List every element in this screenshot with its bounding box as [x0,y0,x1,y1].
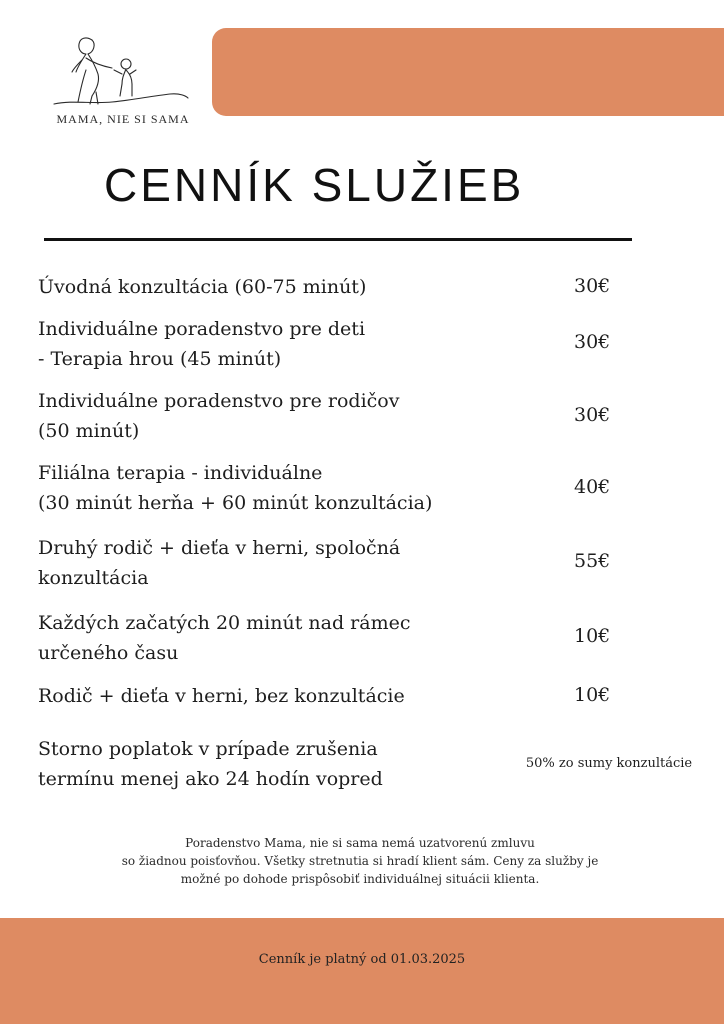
service-label: Každých začatých 20 minút nad rámec určeného času [38,612,411,664]
page-title: CENNÍK SLUŽIEB [104,159,525,211]
service-label: Storno poplatok v prípade zrušenia termínu menej ako 24 hodín vopred [38,738,383,790]
service-label: Druhý rodič + dieťa v herni, spoločná konzultácia [38,537,401,589]
service-label: Individuálne poradenstvo pre rodičov (50 minút) [38,390,400,442]
mother-child-logo-icon [52,30,192,112]
service-price: 30€ [574,404,611,426]
service-price: 10€ [574,684,611,706]
note-line: Poradenstvo Mama, nie si sama nemá uzatvorenú zmluvu [185,836,535,850]
service-price: 10€ [574,625,611,647]
service-price: 50% zo sumy konzultácie [525,756,693,771]
insurance-note [100,834,620,888]
service-label: Filiálna terapia - individuálne (30 minút herňa + 60 minút konzultácia) [38,462,433,514]
service-price: 40€ [574,476,611,498]
validity-date: Cenník je platný od 01.03.2025 [258,952,466,967]
service-price: 55€ [574,550,611,572]
logo-text: MAMA, NIE SI SAMA [56,112,190,126]
service-price: 30€ [574,275,611,297]
service-label: Rodič + dieťa v herni, bez konzultácie [38,685,405,707]
title-divider [44,238,632,241]
service-price: 30€ [574,331,611,353]
note-line: možné po dohode prispôsobiť individuálnej situácii klienta. [180,872,540,886]
service-label: Úvodná konzultácia (60-75 minút) [38,276,367,298]
service-label: Individuálne poradenstvo pre deti - Terapia hrou (45 minút) [38,318,366,370]
header-accent-band [212,28,724,116]
logo [44,30,200,130]
note-line: so žiadnou poisťovňou. Všetky stretnutia si hradí klient sám. Ceny za služby je [121,854,599,868]
footer-accent-band [0,918,724,1024]
